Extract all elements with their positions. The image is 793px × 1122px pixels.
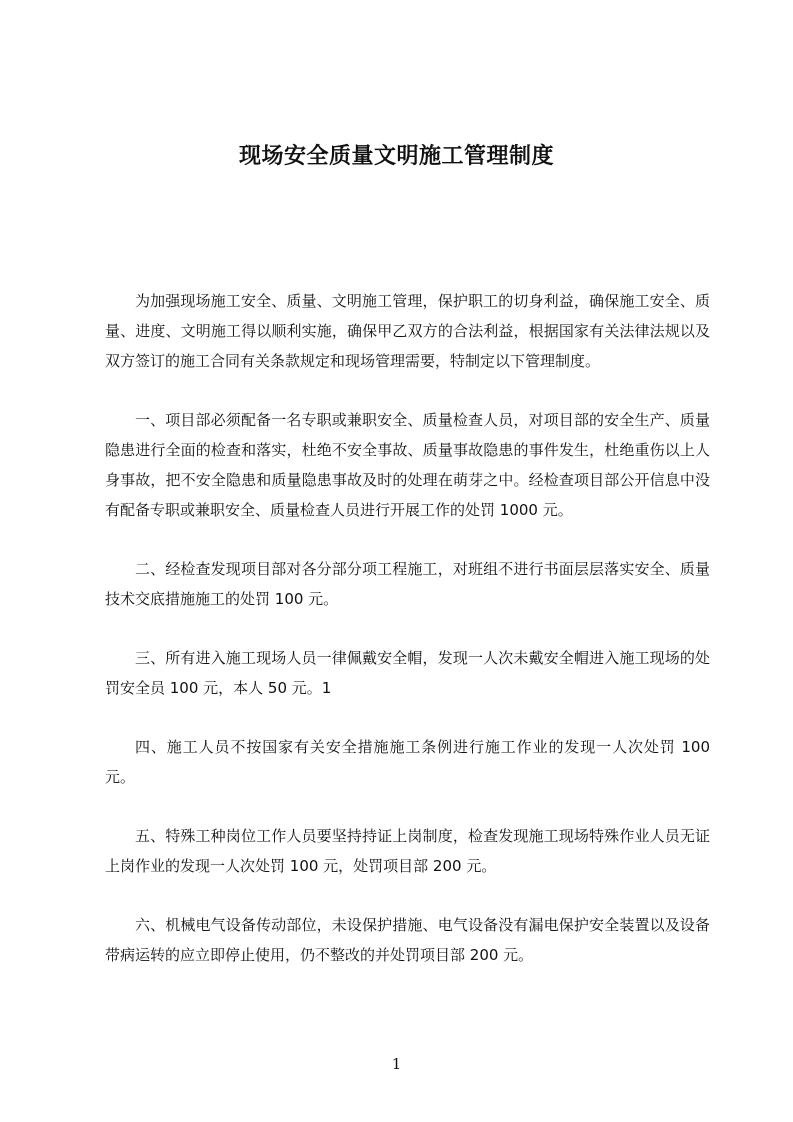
rule-paragraph-2: 二、经检查发现项目部对各分部分项工程施工，对班组不进行书面层层落实安全、质量技术交底措施施工的处罚 100 元。: [105, 560, 710, 608]
rule-paragraph-5: 五、特殊工种岗位工作人员要坚持持证上岗制度，检查发现施工现场特殊作业人员无证上岗作业的发现一人次处罚 100 元，处罚项目部 200 元。: [105, 827, 710, 875]
intro-paragraph: 为加强现场施工安全、质量、文明施工管理，保护职工的切身利益，确保施工安全、质量、进度、文明施工得以顺利实施，确保甲乙双方的合法利益，根据国家有关法律法规以及双方签订的施工合同有关条款规定和现场管理需要，特制定以下管理制度。: [105, 292, 710, 370]
document-body: [105, 286, 710, 999]
rule-paragraph-6: 六、机械电气设备传动部位，未设保护措施、电气设备没有漏电保护安全装置以及设备带病运转的应立即停止使用，仍不整改的并处罚项目部 200 元。: [105, 916, 710, 964]
page-title: 现场安全质量文明施工管理制度: [238, 144, 554, 169]
page-number: 1: [391, 1055, 402, 1073]
rule-paragraph-4: 四、施工人员不按国家有关安全措施施工条例进行施工作业的发现一人次处罚 100 元。: [105, 738, 710, 786]
rule-paragraph-3: 三、所有进入施工现场人员一律佩戴安全帽，发现一人次未戴安全帽进入施工现场的处罚安全员 100 元，本人 50 元。1: [105, 649, 710, 697]
rule-paragraph-1: 一、项目部必须配备一名专职或兼职安全、质量检查人员，对项目部的安全生产、质量隐患进行全面的检查和落实，杜绝不安全事故、质量事故隐患的事件发生，杜绝重伤以上人身事故，把不安全隐患和质量隐患事故及时的处理在萌芽之中。经检查项目部公开信息中没有配备专职或兼职安全、质量检查人员进行开展工作的处罚 1000 元。: [105, 411, 710, 519]
